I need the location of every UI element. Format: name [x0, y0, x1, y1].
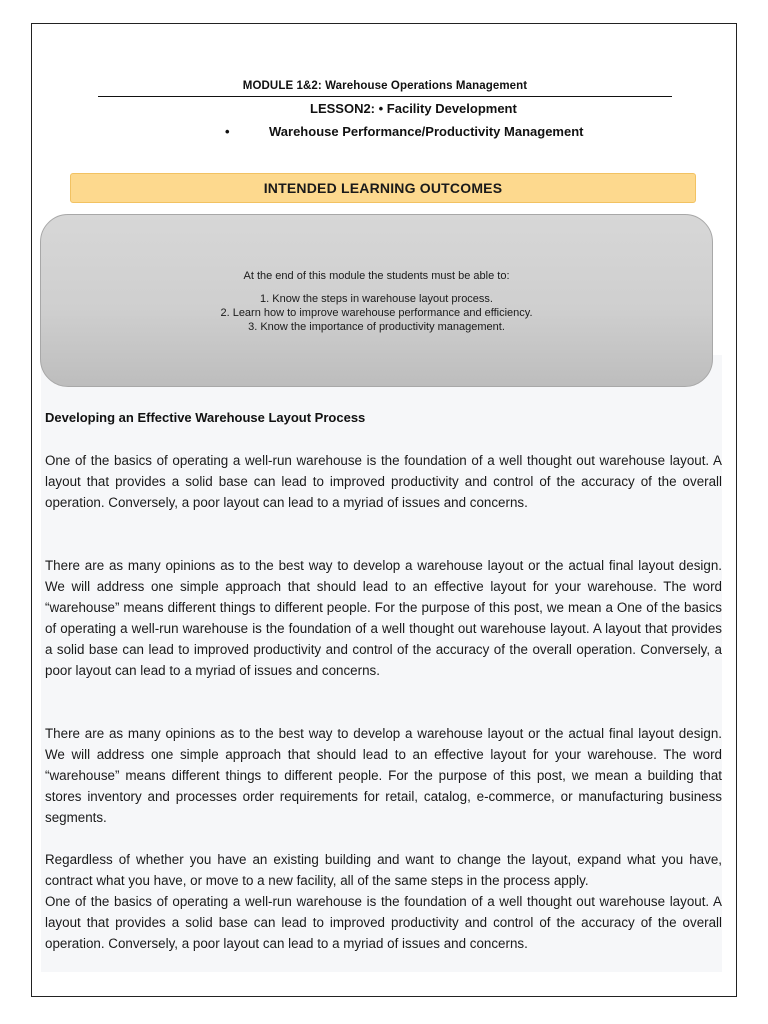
lesson-topic-2-label: Warehouse Performance/Productivity Management: [269, 124, 584, 139]
body-paragraph: One of the basics of operating a well-run warehouse is the foundation of a well thought out warehouse layout. A layout that provides a solid base can lead to improved productivity and control of the accuracy of the overall operation. Conversely, a poor layout can lead to a myriad of issues and concerns.: [45, 894, 722, 951]
objective-item: 2. Learn how to improve warehouse performance and efficiency.: [220, 307, 533, 319]
header-divider: [98, 96, 672, 97]
body-paragraph: There are as many opinions as to the best way to develop a warehouse layout or the actual final layout design. We will address one simple approach that should lead to an effective layout for your warehouse. The word “warehouse” means different things to different people. For the purpose of this post, we mean a One of the basics of operating a well-run warehouse is the foundation of a well thought out warehouse layout. A layout that provides a solid base can lead to improved productivity and control of the accuracy of the overall operation. Conversely, a poor layout can lead to a myriad of issues and concerns.: [45, 558, 722, 678]
objectives-list: [41, 292, 712, 334]
objective-item: 1. Know the steps in warehouse layout process.: [260, 293, 493, 305]
intended-learning-outcomes-banner: INTENDED LEARNING OUTCOMES: [70, 173, 696, 203]
lesson-topic-bullet: •: [225, 124, 230, 139]
section-heading: Developing an Effective Warehouse Layout Process: [45, 410, 366, 425]
body-paragraph: There are as many opinions as to the best way to develop a warehouse layout or the actual final layout design. We will address one simple approach that should lead to an effective layout for your warehouse. The word “warehouse” means different things to different people. For the purpose of this post, we mean a building that stores inventory and processes order requirements for retail, catalog, e-commerce, or manufacturing business segments.: [45, 726, 722, 825]
lesson-title: LESSON2: • Facility Development: [310, 101, 517, 116]
objective-item: 3. Know the importance of productivity management.: [248, 321, 505, 333]
module-title: MODULE 1&2: Warehouse Operations Management: [242, 80, 528, 92]
learning-objectives-box: [40, 214, 713, 387]
body-paragraph: One of the basics of operating a well-run warehouse is the foundation of a well thought out warehouse layout. A layout that provides a solid base can lead to improved productivity and control of the accuracy of the overall operation. Conversely, a poor layout can lead to a myriad of issues and concerns.: [45, 453, 722, 510]
objectives-intro: At the end of this module the students must be able to:: [243, 270, 510, 282]
body-paragraph: Regardless of whether you have an existing building and want to change the layout, expand what you have, contract what you have, or move to a new facility, all of the same steps in the process apply.: [45, 852, 722, 888]
lesson-topic-2: [225, 124, 584, 139]
